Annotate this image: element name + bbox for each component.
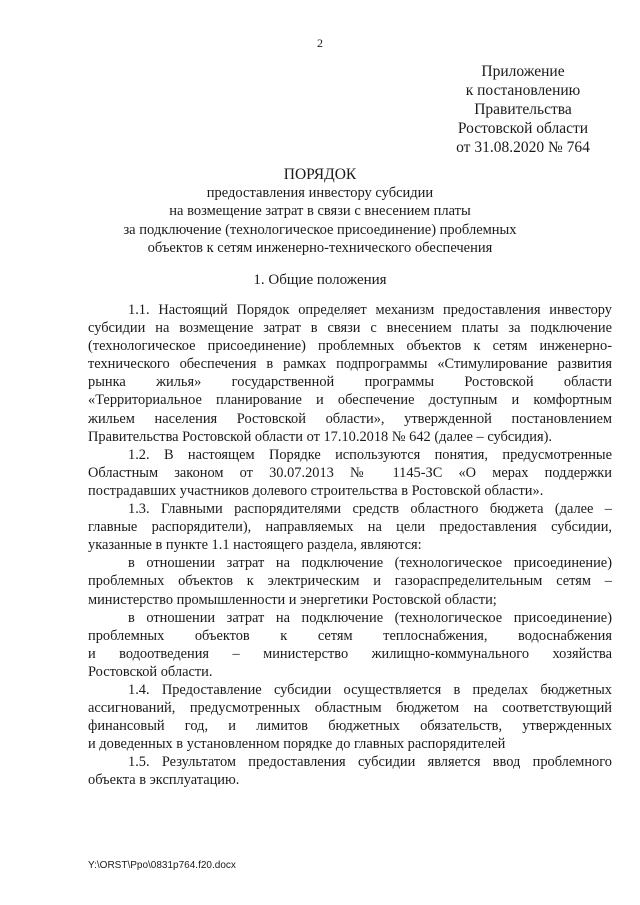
- paragraph-line: технического обеспечения в рамках подпрограммы «Стимулирование развития: [88, 356, 612, 373]
- paragraph: [88, 301, 612, 446]
- title-text: ПОРЯДОК: [283, 166, 357, 183]
- paragraph-line: указанные в пункте 1.1 настоящего раздела, являются:: [88, 537, 422, 554]
- paragraph: [88, 681, 612, 753]
- file-path-footer: Y:\ORST\Ppo\0831p764.f20.docx: [88, 860, 236, 871]
- appendix-line: Приложение: [481, 63, 565, 80]
- appendix-line: к постановлению: [465, 82, 581, 99]
- paragraph-line: главные распорядители), направляемых на цели предоставления субсидии,: [88, 519, 612, 536]
- subtitle-line: предоставления инвестору субсидии: [206, 185, 434, 201]
- paragraph: [88, 446, 612, 500]
- appendix-line: Правительства: [474, 101, 572, 118]
- paragraph-line: субсидии на возмещение затрат в связи с внесением платы за подключение: [88, 320, 612, 337]
- document-subtitle: [0, 184, 640, 257]
- paragraph-line: в отношении затрат на подключение (технологическое присоединение): [128, 555, 612, 572]
- section-heading: 1. Общие положения: [253, 272, 387, 288]
- page-number: 2: [317, 36, 323, 50]
- paragraph-line: объекта в эксплуатацию.: [88, 772, 240, 789]
- document-body: [88, 301, 612, 790]
- subtitle-line: за подключение (технологическое присоединение) проблемных: [123, 221, 517, 238]
- paragraph-line: «Территориальное планирование и обеспечение доступным и комфортным: [88, 392, 612, 409]
- subtitle-line: на возмещение затрат в связи с внесением платы: [169, 203, 471, 220]
- paragraph-line: 1.1. Настоящий Порядок определяет механизм предоставления инвестору: [128, 302, 612, 318]
- paragraph-line: финансовый год, и лимитов бюджетных обязательств, утвержденных: [88, 718, 612, 735]
- paragraph-line: (технологическое присоединение) проблемных объектов к сетям инженерно-: [88, 338, 612, 355]
- paragraph: [88, 554, 612, 608]
- paragraph-line: 1.5. Результатом предоставления субсидии является ввод проблемного: [128, 754, 612, 771]
- paragraph: [88, 609, 612, 681]
- paragraph-line: и доведенных в установленном порядке до главных распорядителей: [88, 736, 506, 753]
- paragraph: [88, 500, 612, 554]
- appendix-line: от 31.08.2020 № 764: [456, 139, 590, 156]
- paragraph-line: проблемных объектов к электрическим и газораспределительным сетям –: [88, 573, 612, 590]
- paragraph-line: 1.4. Предоставление субсидии осуществляется в пределах бюджетных: [128, 681, 612, 698]
- subtitle-line: объектов к сетям инженерно-технического обеспечения: [147, 239, 493, 256]
- paragraph-line: Областным законом от 30.07.2013 № 1145-ЗС «О мерах поддержки: [88, 464, 612, 481]
- paragraph-line: 1.2. В настоящем Порядке используются понятия, предусмотренные: [128, 446, 612, 463]
- document-title: [0, 165, 640, 184]
- paragraph-line: пострадавших участников долевого строительства в Ростовской области».: [88, 482, 544, 499]
- appendix-line: Ростовской области: [457, 120, 589, 137]
- paragraph-line: Ростовской области.: [88, 663, 213, 680]
- paragraph-line: рынка жилья» государственной программы Ростовской области: [88, 374, 612, 391]
- appendix-block: [418, 62, 628, 157]
- paragraph-line: жильем населения Ростовской области», утвержденной постановлением: [88, 410, 612, 427]
- paragraph-line: ассигнований, предусмотренных областным бюджетом на соответствующий: [88, 700, 612, 717]
- paragraph-line: министерство промышленности и энергетики Ростовской области;: [88, 591, 497, 608]
- paragraph: [88, 753, 612, 789]
- paragraph-line: и водоотведения – министерство жилищно-коммунального хозяйства: [88, 645, 612, 662]
- paragraph-line: Правительства Ростовской области от 17.10.2018 № 642 (далее – субсидия).: [88, 428, 552, 445]
- paragraph-line: проблемных объектов к сетям теплоснабжения, водоснабжения: [88, 627, 612, 644]
- paragraph-line: 1.3. Главными распорядителями средств областного бюджета (далее –: [128, 501, 612, 518]
- paragraph-line: в отношении затрат на подключение (технологическое присоединение): [128, 609, 612, 626]
